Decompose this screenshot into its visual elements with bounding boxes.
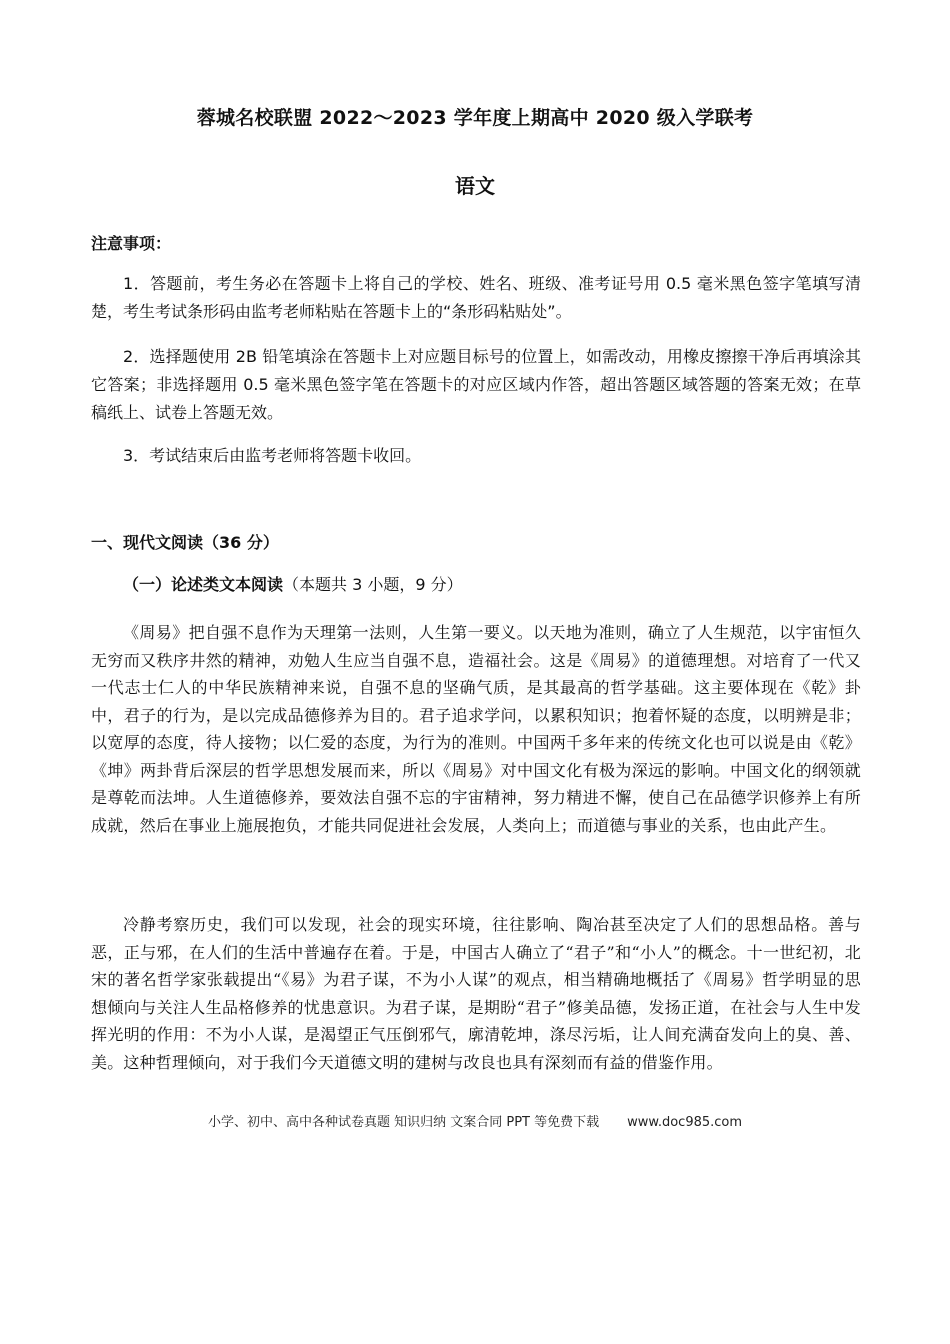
footer-site: www.doc985.com — [627, 1115, 743, 1130]
exam-title: 蓉城名校联盟 2022～2023 学年度上期高中 2020 级入学联考 — [196, 107, 754, 129]
reading-paragraph-2: 冷静考察历史，我们可以发现，社会的现实环境，往往影响、陶冶甚至决定了人们的思想品格。善与恶，正与邪，在人们的生活中普遍存在着。于是，中国古人确立了“君子”和“小人”的概念。十一世纪初，北宋的著名哲学家张载提出“《易》为君子谋，不为小人谋”的观点，相当精确地概括了《周易》哲学明显的思想倾向与关注人生品格修养的忧患意识。为君子谋，是期盼“君子”修美品德，发扬正道，在社会与人生中发挥光明的作用：不为小人谋，是渴望正气压倒邪气，廓清乾坤，涤尽污垢，让人间充满奋发向上的臭、善、美。这种哲理倾向，对于我们今天道德文明的建树与改良也具有深刻而有益的借鉴作用。 — [91, 915, 861, 1072]
notice-item-2: 2．选择题使用 2B 铅笔填涂在答题卡上对应题目标号的位置上，如需改动，用橡皮擦擦干净后再填涂其它答案；非选择题用 0.5 毫米黑色签字笔在答题卡的对应区域内作答，超出答题区域答题的答案无效；在草稿纸上、试卷上答题无效。 — [91, 347, 861, 422]
notice-item-1: 1．答题前，考生务必在答题卡上将自己的学校、姓名、班级、准考证号用 0.5 毫米黑色签字笔填写清楚，考生考试条形码由监考老师粘贴在答题卡上的“条形码粘贴处”。 — [91, 274, 861, 321]
page-footer — [0, 1113, 950, 1133]
notice-item-3: 3．考试结束后由监考老师将答题卡收回。 — [123, 446, 422, 465]
section-heading: 一、现代文阅读（36 分） — [91, 533, 279, 552]
subsection-title: （一）论述类文本阅读 — [123, 575, 284, 594]
subsection-heading — [123, 572, 463, 598]
footer-text: 小学、初中、高中各种试卷真题 知识归纳 文案合同 PPT 等免费下载 — [207, 1115, 600, 1130]
subsection-note: （本题共 3 小题，9 分） — [283, 575, 463, 594]
notice-heading: 注意事项： — [91, 234, 172, 253]
reading-paragraph-1: 《周易》把自强不息作为天理第一法则，人生第一要义。以天地为准则，确立了人生规范，以宇宙恒久无穷而又秩序井然的精神，劝勉人生应当自强不息，造福社会。这是《周易》的道德理想。对培育了一代又一代志士仁人的中华民族精神来说，自强不息的坚确气质，是其最高的哲学基础。这主要体现在《乾》卦中，君子的行为，是以完成品德修养为目的。君子追求学问，以累积知识；抱着怀疑的态度，以明辨是非；以宽厚的态度，待人接物；以仁爱的态度，为行为的准则。中国两千多年来的传统文化也可以说是由《乾》《坤》两卦背后深层的哲学思想发展而来，所以《周易》对中国文化有极为深远的影响。中国文化的纲领就是尊乾而法坤。人生道德修养，要效法自强不忘的宇宙精神，努力精进不懈，使自己在品德学识修养上有所成就，然后在事业上施展抱负，才能共同促进社会发展，人类向上；而道德与事业的关系，也由此产生。 — [91, 623, 861, 835]
subject-title: 语文 — [455, 174, 495, 198]
